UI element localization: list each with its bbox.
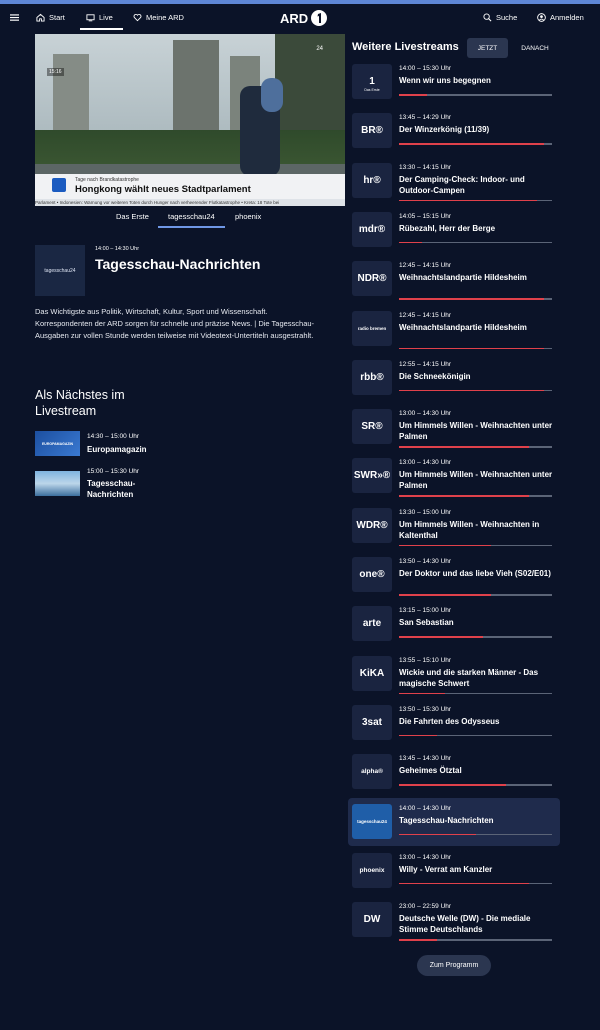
livestream-time: 13:45 – 14:29 Uhr [399, 114, 452, 122]
news-ticker: Parlament • Indonesien: Warnung vor weiteren Toten durch Hunger nach verheerender Flutkatastrophe • Kreta: 18 Tote bei [35, 199, 345, 206]
nav-meine-ard-label: Meine ARD [146, 12, 184, 22]
livestream-title: Wenn wir uns begegnen [399, 76, 491, 85]
livestream-item[interactable] [348, 157, 560, 205]
channel-number: 24 [316, 46, 323, 52]
up-next-thumbnail[interactable] [35, 471, 80, 496]
livestream-time: 13:00 – 14:30 Uhr [399, 410, 452, 418]
nav-meine-ard[interactable] [133, 4, 184, 30]
livestream-item[interactable] [348, 107, 560, 155]
program-thumbnail-label: tagesschau24 [44, 267, 76, 274]
nav-login-label: Anmelden [550, 12, 584, 22]
top-navigation [0, 4, 600, 32]
livestream-time: 13:55 – 15:10 Uhr [399, 656, 452, 664]
ard-logo[interactable] [280, 8, 328, 28]
up-next-time: 14:30 – 15:00 Uhr [87, 433, 140, 440]
tagesschau-icon [52, 178, 66, 192]
up-next-title[interactable]: Europamagazin [87, 445, 147, 454]
channel-logo-text: tagesschau24 [357, 818, 387, 824]
livestream-progress-fill [399, 390, 544, 392]
livestream-item[interactable] [348, 206, 560, 254]
livestream-progress-fill [399, 636, 483, 638]
livestream-item[interactable] [348, 896, 560, 944]
livestream-title: Weihnachtslandpartie Hildesheim [399, 322, 527, 332]
livestream-progress-bar [399, 94, 552, 96]
up-next-thumbnail[interactable] [35, 431, 80, 456]
livestream-progress-fill [399, 242, 422, 244]
livestream-progress-bar [399, 390, 552, 392]
livestream-progress-fill [399, 495, 529, 497]
active-tab-indicator [158, 226, 225, 228]
channel-logo [352, 311, 392, 346]
channel-logo-text: KiKA [359, 667, 385, 679]
livestream-time: 13:50 – 14:30 Uhr [399, 558, 452, 565]
livestream-progress-fill [399, 545, 491, 547]
up-next-thumbnail-label: EUROPAMAGAZIN [41, 441, 74, 446]
livestream-progress-fill [399, 784, 506, 786]
up-next-heading: Als Nächstes im Livestream [35, 388, 125, 418]
livestream-progress-fill [399, 298, 544, 300]
livestream-title: Deutsche Welle (DW) - Die mediale Stimme Deutschlands [399, 914, 531, 935]
nav-live-label: Live [99, 12, 113, 22]
now-button[interactable]: JETZT [467, 38, 508, 58]
nav-search-label: Suche [496, 12, 518, 22]
channel-logo-text: SR® [361, 421, 383, 433]
channel-logo [352, 853, 392, 888]
livestream-progress-fill [399, 143, 544, 145]
livestream-progress-fill [399, 94, 427, 96]
livestream-item[interactable] [348, 502, 560, 550]
channel-logo [352, 656, 392, 691]
livestream-item[interactable] [348, 305, 560, 353]
program-guide-button[interactable]: Zum Programm [417, 955, 491, 976]
livestream-progress-bar [399, 636, 552, 638]
channel-logo [352, 754, 392, 789]
livestream-time: 23:00 – 22:59 Uhr [399, 903, 452, 911]
channel-logo-text: radio bremen [357, 325, 387, 331]
lower-third-kicker: Tage nach Brandkatastrophe [75, 177, 139, 183]
livestream-progress-fill [399, 446, 529, 448]
livestream-progress-bar [399, 242, 552, 244]
livestream-progress-fill [399, 348, 544, 350]
channel-logo-text: BR® [361, 125, 383, 137]
livestream-progress-fill [399, 200, 537, 202]
livestream-progress-bar [399, 545, 552, 547]
livestream-title: Tagesschau-Nachrichten [399, 815, 494, 825]
livestream-item[interactable] [348, 600, 560, 648]
livestream-progress-fill [399, 735, 437, 737]
livestream-progress-fill [399, 883, 529, 885]
program-time: 14:00 – 14:30 Uhr [95, 246, 140, 252]
livestream-title: Rübezahl, Herr der Berge [399, 223, 496, 233]
livestream-progress-bar [399, 883, 552, 885]
nav-start-label: Start [49, 12, 65, 22]
nav-start[interactable] [36, 4, 65, 30]
channel-logo-text: NDR® [357, 273, 387, 285]
tab-phoenix[interactable]: phoenix [235, 212, 262, 221]
menu-button[interactable] [10, 4, 19, 30]
livestream-title: Weihnachtslandpartie Hildesheim [399, 273, 527, 283]
ard-one-icon [310, 9, 328, 27]
livestream-time: 13:50 – 15:30 Uhr [399, 705, 452, 713]
livestream-title: Die Schneekönigin [399, 371, 471, 381]
livestream-time: 14:00 – 14:30 Uhr [399, 804, 452, 812]
livestream-progress-bar [399, 735, 552, 737]
program-title: Tagesschau-Nachrichten [95, 256, 261, 272]
channel-logo-subtext: Das Erste [364, 88, 380, 92]
livestream-item[interactable] [348, 650, 560, 698]
channel-logo-text: SWR»® [353, 470, 391, 482]
channel-logo-text: phoenix [359, 866, 385, 874]
up-next-title[interactable]: Tagesschau-Nachrichten [87, 479, 136, 499]
livestream-progress-bar [399, 693, 552, 695]
channel-logo [352, 557, 392, 592]
livestream-time: 13:15 – 15:00 Uhr [399, 607, 452, 615]
livestream-time: 14:05 – 15:15 Uhr [399, 212, 452, 220]
livestream-item[interactable] [348, 354, 560, 402]
livestream-item[interactable] [348, 403, 560, 451]
livestream-time: 13:00 – 14:30 Uhr [399, 459, 452, 467]
livestream-time: 13:45 – 14:30 Uhr [399, 755, 452, 763]
nav-live[interactable] [86, 4, 113, 30]
home-icon [36, 13, 45, 22]
channel-logo [352, 508, 392, 543]
livestream-progress-bar [399, 446, 552, 448]
channel-logo [352, 261, 392, 296]
livestream-time: 13:30 – 15:00 Uhr [399, 508, 452, 516]
livestream-title: Der Winzerkönig (11/39) [399, 125, 490, 135]
nav-search[interactable] [483, 4, 517, 30]
tv-icon [86, 13, 95, 22]
channel-logo [352, 705, 392, 740]
video-player[interactable] [35, 34, 345, 206]
livestream-progress-bar [399, 298, 552, 300]
livestream-item[interactable] [348, 798, 560, 846]
livestream-item[interactable] [348, 58, 560, 106]
channel-logo-text: 3sat [361, 716, 382, 728]
livestream-title: Um Himmels Willen - Weihnachten in Kaltenthal [399, 519, 540, 540]
video-frame-person [261, 78, 283, 112]
up-next-time: 15:00 – 15:30 Uhr [87, 468, 140, 475]
livestream-title: Der Doktor und das liebe Vieh (S02/E01) [399, 569, 551, 578]
livestream-progress-bar [399, 834, 552, 836]
next-button[interactable]: DANACH [521, 44, 549, 52]
program-thumbnail [35, 245, 85, 296]
livestream-time: 12:45 – 14:15 Uhr [399, 262, 452, 270]
channel-logo-text: WDR® [356, 519, 388, 531]
nav-live-indicator [80, 28, 123, 30]
channel-logo [352, 804, 392, 839]
channel-logo-text: one® [359, 569, 385, 580]
livestream-progress-fill [399, 834, 476, 836]
channel-logo [352, 458, 392, 493]
search-icon [483, 13, 492, 22]
channel-logo-text: 1 [369, 76, 375, 87]
channel-logo-text: arte [362, 618, 382, 630]
ard-logo-text: ARD [280, 10, 309, 26]
livestream-title: Wickie und die starken Männer - Das magische Schwert [399, 667, 539, 688]
livestream-title: Um Himmels Willen - Weihnachten unter Palmen [399, 421, 553, 442]
livestream-title: Willy - Verrat am Kanzler [399, 864, 493, 874]
tab-tagesschau24[interactable]: tagesschau24 [168, 212, 215, 221]
livestream-progress-bar [399, 143, 552, 145]
channel-logo [352, 212, 392, 247]
channel-logo-text: DW [363, 914, 381, 926]
livestream-progress-bar [399, 784, 552, 786]
livestream-item[interactable] [348, 699, 560, 747]
livestream-progress-bar [399, 594, 552, 596]
channel-logo [352, 360, 392, 395]
channel-logo [352, 163, 392, 198]
livestream-progress-bar [399, 495, 552, 497]
livestream-progress-fill [399, 939, 437, 941]
livestream-item[interactable] [348, 748, 560, 796]
livestreams-heading: Weitere Livestreams [352, 41, 459, 53]
livestream-item[interactable] [348, 551, 560, 599]
channel-logo [352, 409, 392, 444]
nav-login[interactable] [537, 4, 584, 30]
livestream-title: Die Fahrten des Odysseus [399, 716, 500, 726]
livestream-title: Um Himmels Willen - Weihnachten unter Palmen [399, 470, 553, 491]
channel-logo-text: hr® [363, 174, 381, 186]
channel-logo [352, 113, 392, 148]
livestream-item[interactable] [348, 255, 560, 303]
livestream-title: Der Camping-Check: Indoor- und Outdoor-Campen [399, 174, 525, 195]
channel-logo [352, 64, 392, 99]
heart-icon [133, 13, 142, 22]
program-description: Das Wichtigste aus Politik, Wirtschaft, Kultur, Sport und Wissenschaft. Korrespondenten der ARD sorgen für schnelle und präzise News. | Die Tagesschau-Ausgaben zur vollen Stunde werden teilweise mit Videotext-Untertiteln ausgestrahlt. [35, 307, 315, 340]
livestream-progress-fill [399, 693, 445, 695]
tab-das-erste[interactable]: Das Erste [116, 212, 149, 221]
channel-logo [352, 902, 392, 937]
user-icon [537, 13, 546, 22]
channel-bug: 15:16 [49, 69, 62, 75]
livestream-progress-fill [399, 594, 491, 596]
livestream-item[interactable] [348, 847, 560, 895]
channel-logo-text: rbb® [360, 371, 384, 383]
hamburger-icon [10, 13, 19, 22]
channel-logo-text: mdr® [358, 223, 386, 235]
livestream-time: 14:00 – 15:30 Uhr [399, 65, 452, 72]
livestream-progress-bar [399, 348, 552, 350]
livestream-title: Geheimes Ötztal [399, 766, 462, 776]
livestream-item[interactable] [348, 452, 560, 500]
lower-third-headline: Hongkong wählt neues Stadtparlament [75, 184, 251, 195]
lower-third [35, 174, 345, 199]
livestream-title: San Sebastian [399, 618, 454, 628]
livestream-time: 12:45 – 14:15 Uhr [399, 311, 452, 319]
channel-logo-text: alpha® [361, 768, 383, 776]
livestream-time: 13:00 – 14:30 Uhr [399, 853, 452, 861]
livestream-progress-bar [399, 939, 552, 941]
livestream-progress-bar [399, 200, 552, 202]
channel-logo [352, 606, 392, 641]
livestream-time: 12:55 – 14:15 Uhr [399, 360, 452, 368]
livestream-time: 13:30 – 14:15 Uhr [399, 163, 452, 171]
